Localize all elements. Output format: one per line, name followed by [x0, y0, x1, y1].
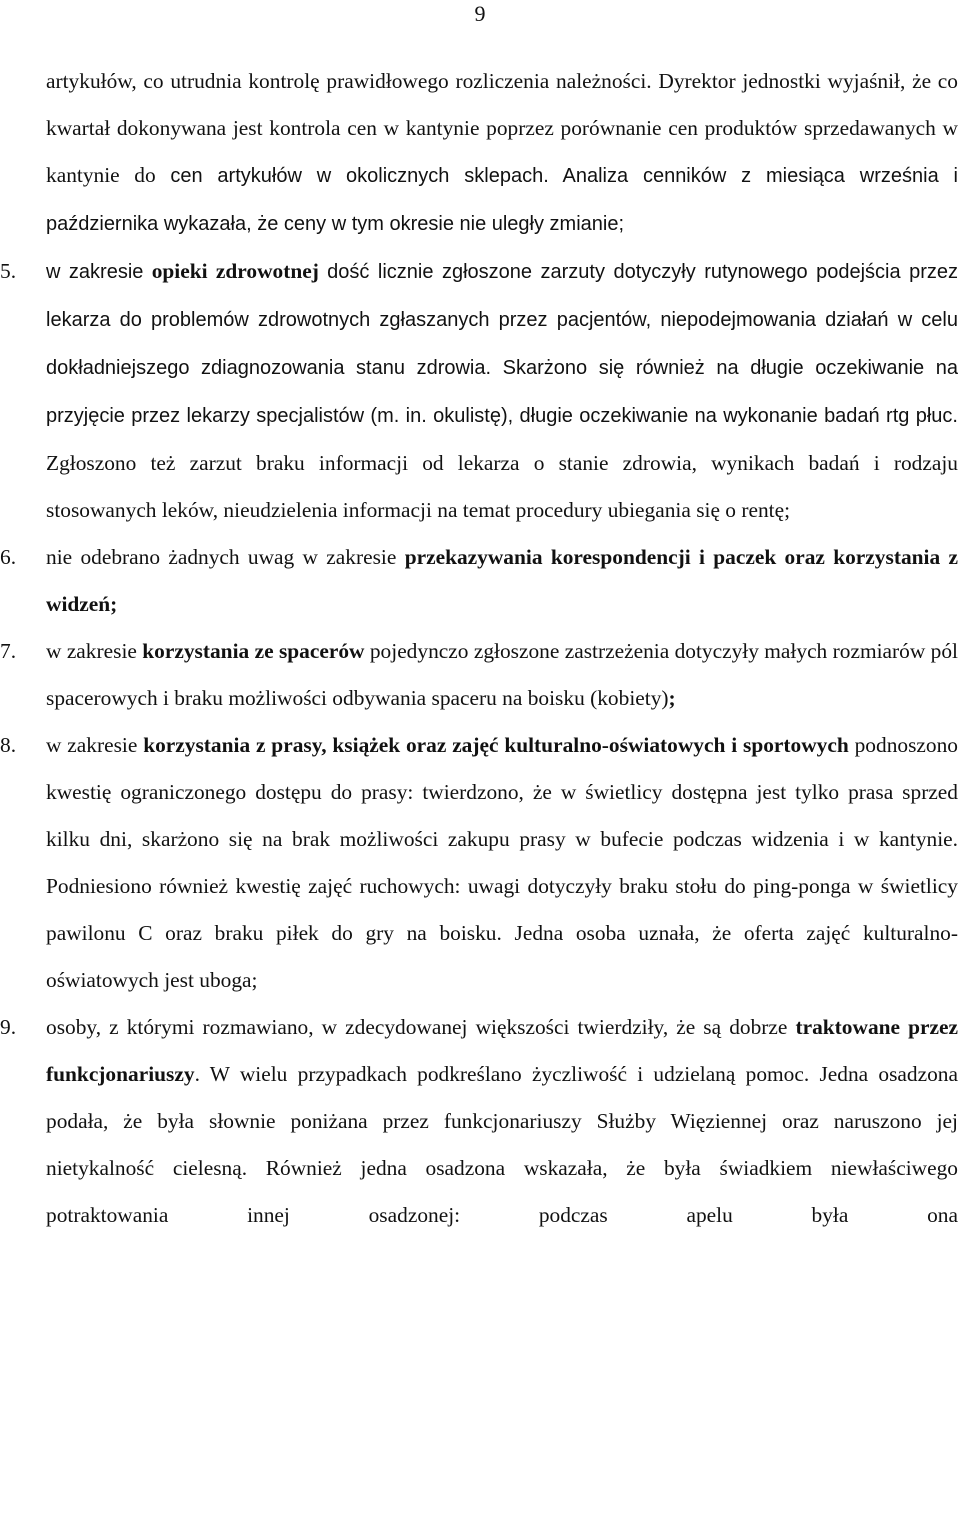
- item-7-text-body: pojedynczo zgłoszone zastrzeżenia dotyczyły małych rozmiarów pól spacerowych i braku możliwości odbywania spaceru na boisku (kobiety): [46, 639, 958, 710]
- item-5-tail: Zgłoszono też zarzut braku informacji od lekarza o stanie zdrowia, wynikach badań i rodzaju stosowanych leków, nieudzielenia informacji na temat procedury ubiegania się o rentę;: [46, 451, 958, 522]
- list-item-number: 6.: [0, 545, 17, 569]
- list-item-number: 8.: [0, 733, 17, 757]
- item-8-bold-topic: korzystania z prasy, książek oraz zajęć kulturalno-oświatowych i sportowych: [143, 733, 849, 757]
- item-8-text-body: podnoszono kwestię ograniczonego dostępu do prasy: twierdzono, że w świetlicy dostępna jest tylko prasa sprzed kilku dni, skarżono się na brak możliwości zakupu prasy w bufecie podczas widzenia i w kantynie. Podniesiono również kwestię zajęć ruchowych: uwagi dotyczyły braku stołu do ping-ponga w świetlicy pawilonu C oraz braku piłek do gry na boisku. Jedna osoba uznała, że oferta zajęć kulturalno-oświatowych jest uboga;: [46, 733, 958, 992]
- item-9-bold-topic: traktowane przez funkcjonariuszy: [46, 1015, 958, 1086]
- list-item-5: [0, 248, 958, 534]
- item-7-bold-topic: korzystania ze spacerów: [142, 639, 365, 663]
- item-5-bold-topic: opieki zdrowotnej: [151, 259, 319, 283]
- item-5-body: dość licznie zgłoszone zarzuty dotyczyły rutynowego podejścia przez lekarza do problemów zdrowotnych zgłaszanych przez pacjentów, niepodejmowania działań w celu dokładniejszego zdiagnozowania stanu zdrowia. Skarżono się również na długie oczekiwanie na przyjęcie przez lekarzy specjalistów (m. in. okulistę), długie oczekiwanie na wykonanie badań rtg płuc.: [46, 261, 959, 427]
- intro-paragraph: [0, 58, 958, 248]
- item-5-head: w zakresie: [46, 261, 144, 283]
- list-item-number: 9.: [0, 1015, 17, 1039]
- page-number: 9: [474, 1, 486, 26]
- list-item-6: [0, 534, 958, 628]
- list-item-9: [0, 1004, 958, 1239]
- item-8-text-start: w zakresie: [46, 733, 138, 757]
- item-7-bold-end: ;: [668, 686, 676, 710]
- item-7-text-start: w zakresie: [46, 639, 137, 663]
- intro-text-serif: artykułów, co utrudnia kontrolę prawidłowego rozliczenia należności. Dyrektor jednostki wyjaśnił, że co kwartał dokonywana jest kontrola cen w kantynie poprzez porównanie cen produktów sprzedawanych w kantynie do: [46, 69, 958, 187]
- item-6-bold-topic: przekazywania korespondencji i paczek oraz korzystania z widzeń;: [46, 545, 958, 616]
- item-9-text-body: . W wielu przypadkach podkreślano życzliwość i udzielaną pomoc. Jedna osadzona podała, że była słownie poniżana przez funkcjonariuszy Służby Więziennej oraz naruszono jej nietykalność cielesną. Również jedna osadzona wskazała, że była świadkiem niewłaściwego potraktowania innej osadzonej: podczas apelu była ona: [46, 1062, 958, 1227]
- item-9-text-start: osoby, z którymi rozmawiano, w zdecydowanej większości twierdziły, że są dobrze: [46, 1015, 788, 1039]
- intro-text-sans: cen artykułów w okolicznych sklepach. Analiza cenników z miesiąca września i października wykazała, że ceny w tym okresie nie uległy zmianie;: [46, 165, 958, 235]
- list-item-8: [0, 722, 958, 1004]
- document-body: [0, 58, 958, 1239]
- list-item-number: 7.: [0, 639, 17, 663]
- list-item-7: [0, 628, 958, 722]
- list-item-number: 5.: [0, 259, 17, 283]
- item-6-text: nie odebrano żadnych uwag w zakresie: [46, 545, 397, 569]
